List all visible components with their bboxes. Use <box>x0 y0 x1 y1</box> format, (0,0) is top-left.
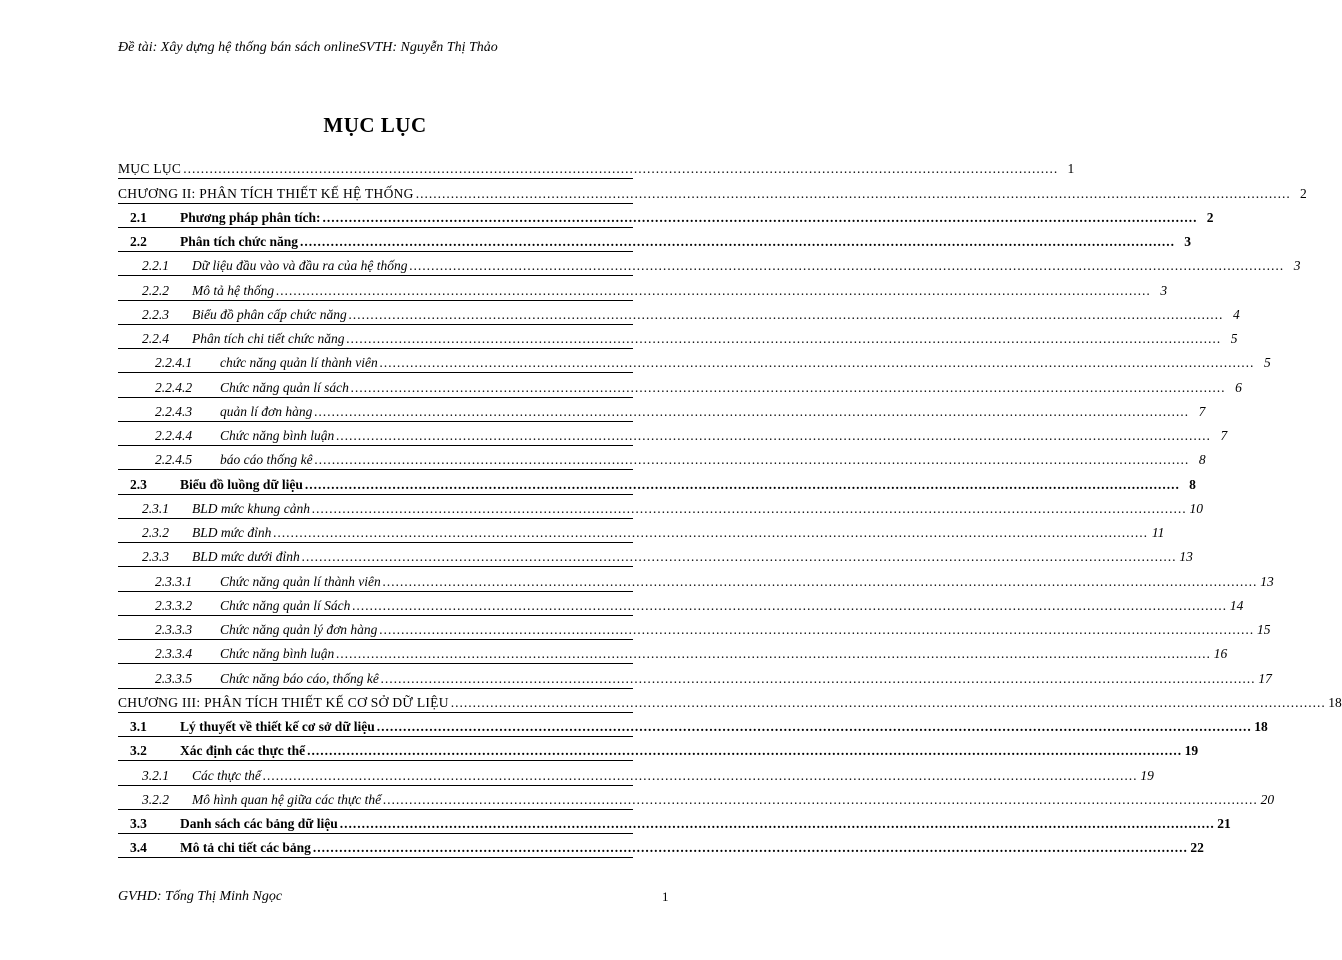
toc-entry-page: 11 <box>1151 525 1165 540</box>
toc-entry-title: BLD mức đỉnh <box>192 525 272 540</box>
toc-dot-leader: ........................................................................................................................................................................................................ <box>314 452 1190 468</box>
toc-dot-leader: ........................................................................................................................................................................................................ <box>276 282 1152 298</box>
toc-entry[interactable] <box>118 301 1240 325</box>
toc-entry-number: 2.2.2 <box>142 282 169 298</box>
toc-entry-page: 8 <box>1198 452 1206 468</box>
toc-entry-page: 6 <box>1235 379 1242 395</box>
toc-entry-page: 20 <box>1260 791 1275 807</box>
toc-entry-number: 2.2 <box>130 234 147 249</box>
page-title: MỤC LỤC <box>323 113 427 137</box>
toc-entry-title: BLD mức dưới đỉnh <box>192 549 300 565</box>
toc-dot-leader: ........................................................................................................................................................................................................ <box>339 816 1215 831</box>
toc-entry-number: 2.3.3.3 <box>155 622 193 637</box>
toc-entry[interactable] <box>118 276 1168 300</box>
toc-dot-leader: ........................................................................................................................................................................................................ <box>273 525 1149 540</box>
page-number: 1 <box>662 889 669 904</box>
toc-entry-page: 2 <box>1300 185 1307 201</box>
toc-entry-title: Chức năng quản lí sách <box>220 379 349 395</box>
toc-entry-number: 2.2.3 <box>142 306 169 322</box>
toc-entry[interactable] <box>118 567 1274 591</box>
toc-dot-leader: ........................................................................................................................................................................................................ <box>322 209 1198 225</box>
toc-entry-title: Mô tả hệ thống <box>192 282 275 298</box>
toc-entry-number: 2.3.3.4 <box>155 646 193 662</box>
toc-entry-title: MỤC LỤC <box>118 161 182 177</box>
toc-entry-number: 2.3.2 <box>142 525 169 540</box>
toc-entry-number: 2.2.4 <box>142 331 169 346</box>
toc-entry-title: Chức năng quản lí thành viên <box>220 573 381 589</box>
toc-dot-leader: ........................................................................................................................................................................................................ <box>301 549 1177 565</box>
toc-entry-page: 18 <box>1254 719 1268 734</box>
toc-entry-title: Lý thuyết về thiết kế cơ sở dữ liệu <box>180 719 375 734</box>
toc-entry-page: 13 <box>1179 549 1193 565</box>
toc-entry-page: 19 <box>1140 767 1154 783</box>
page-footer: GVHD: Tống Thị Minh Ngọc <box>118 889 283 904</box>
toc-entry-page: 3 <box>1293 258 1301 274</box>
toc-dot-leader: ........................................................................................................................................................................................................ <box>415 185 1291 201</box>
toc-entry-number: 2.2.4.5 <box>155 452 193 468</box>
toc-entry-page: 17 <box>1258 670 1272 686</box>
toc-entry-title: Chức năng quản lý đơn hàng <box>220 622 378 637</box>
toc-entry-title: Phân tích chức năng <box>180 234 298 249</box>
toc-entry[interactable] <box>118 664 1272 688</box>
toc-dot-leader: ........................................................................................................................................................................................................ <box>311 500 1187 516</box>
toc-entry-number: 2.3.3 <box>142 549 169 565</box>
toc-entry-title: chức năng quản lí thành viên <box>220 355 378 371</box>
toc-entry[interactable] <box>118 834 1204 858</box>
toc-entry-title: Mô hình quan hệ giữa các thực thể <box>192 791 382 807</box>
toc-entry[interactable] <box>118 228 1191 252</box>
toc-entry-page: 3 <box>1184 234 1191 249</box>
toc-entry-title: quản lí đơn hàng <box>220 403 313 419</box>
toc-entry-title: báo cáo thống kê <box>220 452 313 468</box>
toc-dot-leader: ........................................................................................................................................................................................................ <box>336 428 1212 443</box>
table-of-contents <box>118 155 1342 858</box>
toc-entry[interactable] <box>118 349 1271 373</box>
toc-entry-number: 2.1 <box>130 209 147 225</box>
toc-dot-leader: ........................................................................................................................................................................................................ <box>409 258 1285 274</box>
toc-dot-leader: ........................................................................................................................................................................................................ <box>352 597 1228 613</box>
toc-entry-number: 3.4 <box>130 840 147 856</box>
toc-entry[interactable] <box>118 204 1214 228</box>
toc-entry[interactable] <box>118 810 1231 834</box>
toc-entry-title: CHƯƠNG II: PHÂN TÍCH THIẾT KẾ HỆ THỐNG <box>118 185 414 201</box>
toc-entry-page: 7 <box>1220 428 1228 443</box>
toc-dot-leader: ........................................................................................................................................................................................................ <box>450 694 1326 710</box>
toc-entry[interactable] <box>118 373 1242 397</box>
toc-entry-title: Chức năng báo cáo, thống kê <box>220 670 379 686</box>
toc-dot-leader: ........................................................................................................................................................................................................ <box>314 403 1190 419</box>
toc-entry-number: 2.3 <box>130 476 147 492</box>
toc-entry-page: 21 <box>1217 816 1231 831</box>
toc-entry[interactable] <box>118 252 1301 276</box>
toc-entry-title: Biểu đồ phân cấp chức năng <box>192 306 347 322</box>
toc-dot-leader: ........................................................................................................................................................................................................ <box>376 719 1252 734</box>
toc-entry[interactable] <box>118 543 1193 567</box>
toc-entry-number: 3.2.1 <box>142 767 169 783</box>
toc-entry-number: 3.1 <box>130 719 147 734</box>
toc-entry-page: 14 <box>1229 597 1244 613</box>
toc-entry-page: 3 <box>1160 282 1168 298</box>
toc-dot-leader: ........................................................................................................................................................................................................ <box>379 355 1255 371</box>
toc-entry[interactable] <box>118 713 1268 737</box>
toc-entry-number: 2.2.4.1 <box>155 355 193 371</box>
toc-entry-page: 5 <box>1263 355 1271 371</box>
toc-dot-leader: ........................................................................................................................................................................................................ <box>382 573 1258 589</box>
toc-entry-title: Chức năng quản lí Sách <box>220 597 351 613</box>
toc-entry-number: 2.2.4.3 <box>155 403 193 419</box>
toc-entry[interactable] <box>118 155 1075 179</box>
toc-entry[interactable] <box>118 786 1275 810</box>
toc-entry[interactable] <box>118 179 1307 203</box>
toc-entry-title: Các thực thể <box>192 767 261 783</box>
toc-entry-page: 22 <box>1190 840 1204 856</box>
toc-entry-page: 4 <box>1232 306 1240 322</box>
toc-dot-leader: ........................................................................................................................................................................................................ <box>379 622 1255 637</box>
toc-entry-title: Phương pháp phân tích: <box>180 209 321 225</box>
toc-entry-number: 3.2 <box>130 743 147 759</box>
toc-dot-leader: ........................................................................................................................................................................................................ <box>346 331 1222 346</box>
toc-dot-leader: ........................................................................................................................................................................................................ <box>348 306 1224 322</box>
toc-entry-number: 3.2.2 <box>142 791 169 807</box>
toc-entry-page: 13 <box>1260 573 1274 589</box>
toc-entry-title: CHƯƠNG III: PHÂN TÍCH THIẾT KẾ CƠ SỞ DỮ LIỆU <box>118 694 449 710</box>
toc-entry-number: 2.3.3.5 <box>155 670 193 686</box>
page-header: Đề tài: Xây dựng hệ thống bán sách onlineSVTH: Nguyễn Thị Thảo <box>118 40 498 55</box>
toc-entry[interactable] <box>118 422 1228 446</box>
toc-dot-leader: ........................................................................................................................................................................................................ <box>183 161 1059 177</box>
toc-entry-number: 2.2.4.2 <box>155 379 193 395</box>
toc-entry-page: 18 <box>1328 694 1342 710</box>
toc-dot-leader: ........................................................................................................................................................................................................ <box>304 476 1180 492</box>
toc-entry-page: 19 <box>1184 743 1199 759</box>
toc-entry-title: Xác định các thực thể <box>180 743 306 759</box>
toc-entry-title: Danh sách các bảng dữ liệu <box>180 816 338 831</box>
toc-entry-number: 2.3.1 <box>142 500 169 516</box>
toc-entry[interactable] <box>118 616 1271 640</box>
toc-entry[interactable] <box>118 398 1206 422</box>
toc-entry-number: 3.3 <box>130 816 147 831</box>
toc-entry[interactable] <box>118 640 1228 664</box>
toc-entry-title: Dữ liệu đầu vào và đầu ra của hệ thống <box>192 258 408 274</box>
toc-entry-number: 2.3.3.2 <box>155 597 193 613</box>
toc-entry-title: Phân tích chi tiết chức năng <box>192 331 345 346</box>
toc-entry-page: 8 <box>1189 476 1196 492</box>
toc-entry-number: 2.2.1 <box>142 258 169 274</box>
toc-entry[interactable] <box>118 446 1206 470</box>
toc-entry[interactable] <box>118 519 1165 543</box>
toc-dot-leader: ........................................................................................................................................................................................................ <box>350 379 1226 395</box>
toc-entry-title: Chức năng bình luận <box>220 646 335 662</box>
toc-entry-page: 7 <box>1198 403 1206 419</box>
toc-entry-page: 16 <box>1213 646 1228 662</box>
toc-entry[interactable] <box>118 592 1244 616</box>
toc-dot-leader: ........................................................................................................................................................................................................ <box>262 767 1138 783</box>
toc-entry-page: 5 <box>1230 331 1238 346</box>
toc-entry[interactable] <box>118 495 1203 519</box>
toc-dot-leader: ........................................................................................................................................................................................................ <box>307 743 1183 759</box>
toc-entry-page: 2 <box>1206 209 1214 225</box>
toc-dot-leader: ........................................................................................................................................................................................................ <box>300 234 1175 249</box>
toc-entry-page: 15 <box>1256 622 1271 637</box>
toc-dot-leader: ........................................................................................................................................................................................................ <box>336 646 1212 662</box>
toc-entry[interactable] <box>118 470 1196 494</box>
toc-dot-leader: ........................................................................................................................................................................................................ <box>380 670 1256 686</box>
toc-entry[interactable] <box>118 761 1154 785</box>
toc-dot-leader: ........................................................................................................................................................................................................ <box>383 791 1259 807</box>
toc-entry[interactable] <box>118 737 1199 761</box>
toc-entry-title: Chức năng bình luận <box>220 428 335 443</box>
toc-entry-page: 10 <box>1189 500 1203 516</box>
toc-entry-number: 2.3.3.1 <box>155 573 193 589</box>
toc-entry[interactable] <box>118 689 1342 713</box>
toc-entry[interactable] <box>118 325 1238 349</box>
toc-entry-title: BLD mức khung cảnh <box>192 500 310 516</box>
toc-entry-page: 1 <box>1067 161 1075 177</box>
toc-entry-title: Biểu đồ luồng dữ liệu <box>180 476 303 492</box>
toc-entry-number: 2.2.4.4 <box>155 428 193 443</box>
toc-entry-title: Mô tả chi tiết các bảng <box>180 840 311 856</box>
toc-dot-leader: ........................................................................................................................................................................................................ <box>312 840 1188 856</box>
